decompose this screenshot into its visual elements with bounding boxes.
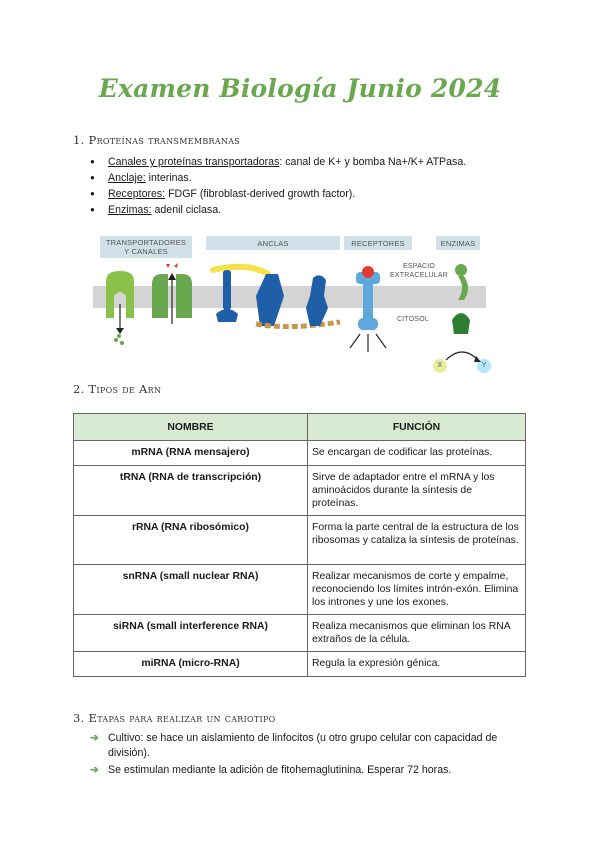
list-item bbox=[90, 186, 466, 202]
rna-function: Realizar mecanismos de corte y empalme, reconociendo los límites intrón-exón. Elimina los intrones y une los exones. bbox=[308, 565, 526, 615]
rna-name: siRNA (small interference RNA) bbox=[74, 615, 308, 652]
arrow-head bbox=[116, 328, 124, 334]
label-extracellular: ESPACIO EXTRACELULAR bbox=[389, 263, 449, 279]
arrow-head bbox=[168, 273, 176, 280]
step-text: Cultivo: se hace un aislamiento de linfocitos (u otro grupo celular con capacidad de división). bbox=[108, 732, 498, 759]
item-text: FDGF (fibroblast-derived growth factor). bbox=[165, 188, 356, 200]
label-y: Y bbox=[481, 362, 487, 369]
rna-name: tRNA (RNA de transcripción) bbox=[74, 466, 308, 516]
ion-dot bbox=[117, 334, 121, 338]
rna-name: mRNA (RNA mensajero) bbox=[74, 441, 308, 466]
page-title: Examen Biología Junio 2024 bbox=[98, 74, 502, 103]
column-header: NOMBRE bbox=[74, 414, 308, 441]
item-label: Receptores: bbox=[108, 188, 166, 200]
item-text: : canal de K+ y bomba Na+/K+ ATPasa. bbox=[279, 156, 467, 168]
rna-function: Regula la expresión génica. bbox=[308, 652, 526, 677]
table-row bbox=[74, 652, 526, 677]
label-enzymes: ENZIMAS bbox=[440, 239, 476, 248]
membrane-bilayer bbox=[93, 286, 486, 308]
item-label: Enzimas: bbox=[108, 204, 152, 216]
item-label: Anclaje: bbox=[108, 172, 146, 184]
ion-dot bbox=[114, 338, 118, 342]
label-cytosol: CITOSOL bbox=[396, 316, 429, 323]
enzyme-head bbox=[455, 264, 467, 276]
arrow-right-icon: ➔ bbox=[90, 764, 99, 776]
list-item bbox=[90, 763, 530, 778]
anchor-protein-3 bbox=[306, 275, 328, 326]
item-text: interinas. bbox=[145, 172, 192, 184]
pump-right bbox=[176, 274, 192, 318]
pump-left bbox=[152, 274, 168, 318]
membrane-diagram bbox=[88, 226, 508, 376]
table-row bbox=[74, 565, 526, 615]
section-heading-karyotype: 3. Etapas para realizar un cariotipo bbox=[73, 711, 276, 725]
receptor-base bbox=[358, 318, 378, 330]
table-row bbox=[74, 615, 526, 652]
rna-name: rRNA (RNA ribosómico) bbox=[74, 516, 308, 565]
label-x: X bbox=[437, 362, 443, 369]
label-receptors: RECEPTORES bbox=[351, 239, 405, 248]
karyotype-steps bbox=[90, 731, 530, 780]
table-row bbox=[74, 441, 526, 466]
section-heading-rna: 2. Tipos de Arn bbox=[73, 382, 162, 396]
anchor-protein-2 bbox=[256, 274, 284, 326]
rna-function: Se encargan de codificar las proteínas. bbox=[308, 441, 526, 466]
anchor-chain bbox=[213, 267, 268, 274]
item-text: adenil ciclasa. bbox=[151, 204, 222, 216]
label-transporters: TRANSPORTADORES Y CANALES bbox=[105, 238, 187, 256]
list-item bbox=[90, 731, 530, 761]
column-header: FUNCIÓN bbox=[308, 414, 526, 441]
list-item bbox=[90, 154, 466, 170]
membrane-proteins-figure bbox=[88, 226, 508, 376]
rna-function: Sirve de adaptador entre el mRNA y los aminoácidos durante la síntesis de proteínas. bbox=[308, 466, 526, 516]
signal-mark bbox=[166, 264, 170, 268]
reaction-arrow bbox=[446, 352, 478, 360]
label-anchors: ANCLAS bbox=[257, 239, 289, 248]
ligand bbox=[362, 266, 374, 278]
receptor-body bbox=[363, 282, 373, 322]
anchor-base bbox=[216, 309, 238, 322]
rna-name: snRNA (small nuclear RNA) bbox=[74, 565, 308, 615]
arrow-right-icon: ➔ bbox=[90, 732, 99, 744]
rna-name: miRNA (micro-RNA) bbox=[74, 652, 308, 677]
section-heading-proteins: 1. Proteínas transmembranas bbox=[73, 133, 241, 147]
rna-function: Realiza mecanismos que eliminan los RNA extraños de la célula. bbox=[308, 615, 526, 652]
table-row bbox=[74, 466, 526, 516]
signal-arrow bbox=[350, 334, 360, 348]
list-item bbox=[90, 202, 466, 218]
signal-mark bbox=[174, 263, 178, 268]
rna-function: Forma la parte central de la estructura de los ribosomas y cataliza la síntesis de proteínas. bbox=[308, 516, 526, 565]
table-row bbox=[74, 516, 526, 565]
list-item bbox=[90, 170, 466, 186]
anchor-protein bbox=[223, 270, 231, 310]
item-label: Canales y proteínas transportadoras bbox=[108, 156, 280, 168]
protein-list bbox=[90, 154, 466, 218]
step-text: Se estimulan mediante la adición de fitohemaglutinina. Esperar 72 horas. bbox=[108, 764, 452, 776]
ion-dot bbox=[120, 341, 124, 345]
rna-table bbox=[73, 413, 526, 677]
enzyme-catalytic bbox=[452, 313, 470, 334]
signal-arrow bbox=[376, 334, 386, 348]
table-header-row bbox=[74, 414, 526, 441]
